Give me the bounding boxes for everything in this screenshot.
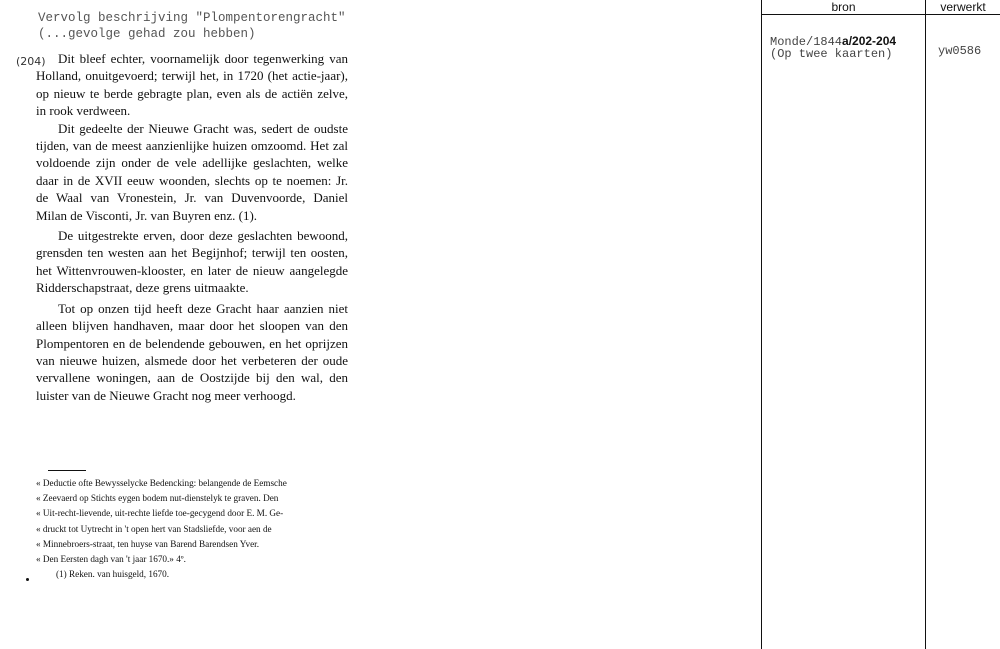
paragraph-2: Dit gedeelte der Nieuwe Gracht was, sedert de oudste tijden, van de meest aanzienlijke huizen omzoomd. Het zal voldoende zijn onder de vele adellijke geslachten, welke daar in de XVII eeuw woonden, slechts op te noemen: Jr. de Waal van Vronestein, Jr. van Duvenvoorde, Daniel Milan de Visconti, Jr. van Buyren enz. (1). bbox=[36, 120, 348, 223]
footnote-line: « Zeevaerd op Stichts eygen bodem nut-dienstelyk te graven. Den bbox=[36, 493, 279, 504]
footnotes bbox=[36, 476, 348, 582]
column-header-bron: bron bbox=[831, 0, 856, 14]
paragraph-3: De uitgestrekte erven, door deze geslachten bewoond, grensden ten westen aan het Begijnhof; terwijl ten oosten, het Wittenvrouwen-klooster, en later de nieuw aangelegde Ridderschapstraat, deze grens uitmaakte. bbox=[36, 228, 348, 296]
register-header-rule bbox=[761, 14, 1000, 15]
source-reference-prefix: Monde/1844 bbox=[770, 35, 843, 49]
source-reference-pages: a/202-204 bbox=[842, 34, 897, 48]
column-header-verwerkt: verwerkt bbox=[940, 0, 986, 14]
typed-header-line-1: Vervolg beschrijving "Plompentorengracht" bbox=[38, 11, 346, 25]
register-column-divider bbox=[925, 0, 926, 649]
article-body bbox=[36, 50, 348, 404]
register-left-border bbox=[761, 0, 762, 649]
stray-ink-dot bbox=[26, 578, 29, 581]
paragraph-1: Dit bleef echter, voornamelijk door tegenwerking van Holland, onuitgevoerd; terwijl het, in 1720 (het actie-jaar), op nieuw te berde gebragte plan, even als de actiën zelve, in rook verdween. bbox=[36, 51, 348, 119]
footnote-reference: (1) Reken. van huisgeld, 1670. bbox=[56, 569, 170, 580]
handwritten-page-number: (204) bbox=[16, 55, 46, 68]
paragraph-4: Tot op onzen tijd heeft deze Gracht haar aanzien niet alleen blijven handhaven, maar door het sloopen van den Plompentoren en de belendende gebouwen, en het oprijzen van nieuwe huizen, alsmede door het verbeteren der oude vervallene woningen, aan de Oostzijde bij den wal, den luister van de Nieuwe Gracht nog meer verhoogd. bbox=[36, 300, 348, 403]
footnote-line: « Minnebroers-straat, ten huyse van Barend Barendsen Yver. bbox=[36, 538, 259, 549]
footnote-divider bbox=[48, 470, 86, 471]
typed-header-line-2: (...gevolge gehad zou hebben) bbox=[38, 27, 256, 41]
footnote-line: « Den Eersten dagh van 't jaar 1670.» 4º. bbox=[36, 554, 186, 565]
processed-code: yw0586 bbox=[938, 44, 982, 58]
footnote-line: « Uit-recht-lievende, uit-rechte liefde toe-gecygend door E. M. Ge- bbox=[36, 508, 284, 519]
footnote-line: « druckt tot Uytrecht in 't open hert van Stadsliefde, voor aen de bbox=[36, 523, 272, 534]
footnote-line: « Deductie ofte Bewysselycke Bedencking: belangende de Eemsche bbox=[36, 478, 287, 488]
source-note: (Op twee kaarten) bbox=[770, 47, 893, 61]
